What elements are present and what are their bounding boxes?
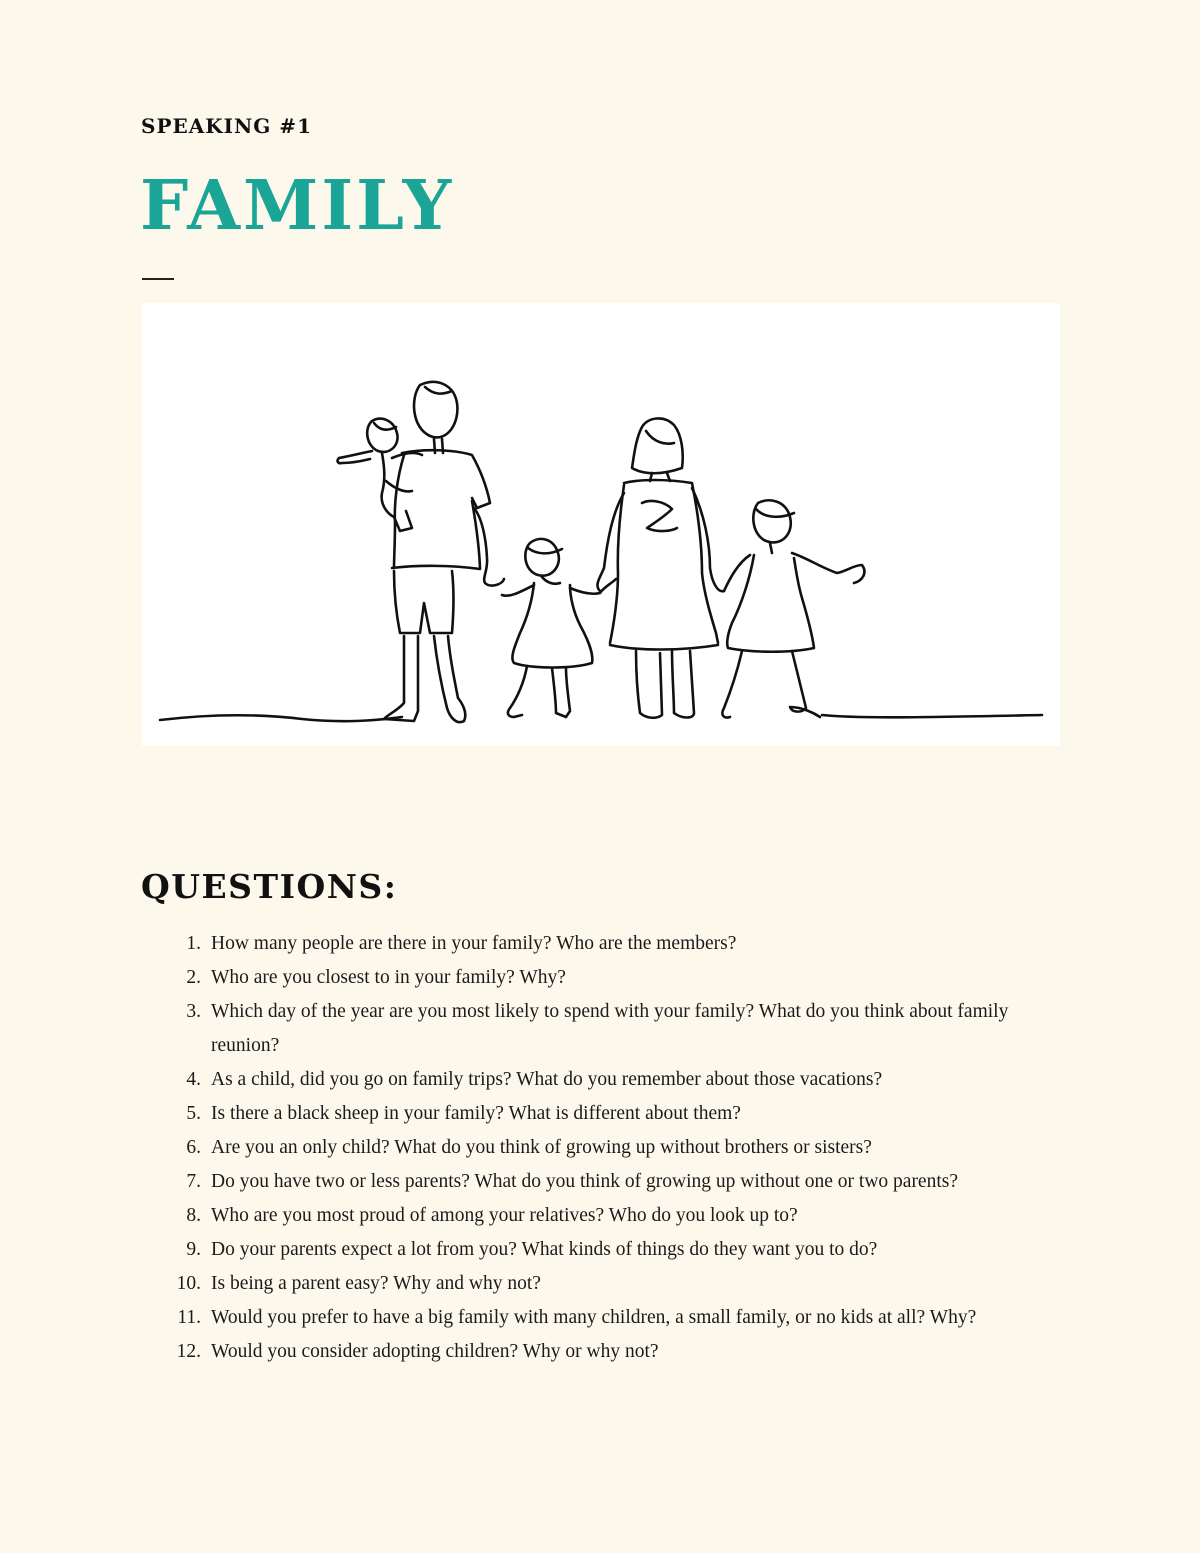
- questions-heading: QUESTIONS:: [141, 867, 398, 906]
- question-text: Do you have two or less parents? What do you think of growing up without one or two parents?: [211, 1171, 958, 1192]
- family-illustration: [142, 303, 1060, 746]
- baby-figure: [338, 419, 422, 531]
- question-number: 4 .: [165, 1063, 201, 1097]
- question-number: 10 .: [165, 1267, 201, 1301]
- questions-list: [165, 927, 1065, 1369]
- middle-girl-figure: [502, 539, 616, 717]
- page-title: FAMILY: [140, 166, 455, 246]
- question-item: [165, 961, 1065, 995]
- question-number: 6 .: [165, 1131, 201, 1165]
- question-text: As a child, did you go on family trips? What do you remember about those vacations?: [211, 1069, 883, 1090]
- question-number: 9 .: [165, 1233, 201, 1267]
- family-line-drawing-icon: [142, 303, 1060, 746]
- question-text: Would you prefer to have a big family with many children, a small family, or no kids at all? Why?: [211, 1307, 977, 1328]
- question-number: 5 .: [165, 1097, 201, 1131]
- question-item: [165, 1233, 1065, 1267]
- mother-figure: [597, 418, 724, 717]
- ground-line-right: [822, 715, 1042, 717]
- question-number: 11 .: [165, 1301, 201, 1335]
- question-item: [165, 1063, 1065, 1097]
- question-number: 7 .: [165, 1165, 201, 1199]
- question-text: Are you an only child? What do you think of growing up without brothers or sisters?: [211, 1137, 872, 1158]
- question-text: Do your parents expect a lot from you? What kinds of things do they want you to do?: [211, 1239, 878, 1260]
- question-number: 2 .: [165, 961, 201, 995]
- question-text: Which day of the year are you most likely to spend with your family? What do you think about family reunion?: [211, 1001, 1009, 1056]
- question-number: 12 .: [165, 1335, 201, 1369]
- question-number: 8 .: [165, 1199, 201, 1233]
- question-item: [165, 995, 1065, 1063]
- question-text: How many people are there in your family? Who are the members?: [211, 933, 737, 954]
- question-item: [165, 1199, 1065, 1233]
- question-item: [165, 1335, 1065, 1369]
- question-item: [165, 1301, 1065, 1335]
- section-kicker: SPEAKING #1: [141, 114, 312, 138]
- question-number: 1 .: [165, 927, 201, 961]
- question-number: 3 .: [165, 995, 201, 1029]
- father-figure: [384, 382, 504, 722]
- question-text: Who are you most proud of among your relatives? Who do you look up to?: [211, 1205, 798, 1226]
- question-text: Is there a black sheep in your family? What is different about them?: [211, 1103, 741, 1124]
- question-text: Who are you closest to in your family? Why?: [211, 967, 566, 988]
- ground-line-left: [160, 715, 402, 721]
- question-item: [165, 927, 1065, 961]
- right-girl-figure: [722, 500, 864, 717]
- question-item: [165, 1131, 1065, 1165]
- question-text: Would you consider adopting children? Why or why not?: [211, 1341, 659, 1362]
- question-item: [165, 1165, 1065, 1199]
- question-item: [165, 1267, 1065, 1301]
- title-divider: [142, 278, 174, 280]
- question-item: [165, 1097, 1065, 1131]
- question-text: Is being a parent easy? Why and why not?: [211, 1273, 541, 1294]
